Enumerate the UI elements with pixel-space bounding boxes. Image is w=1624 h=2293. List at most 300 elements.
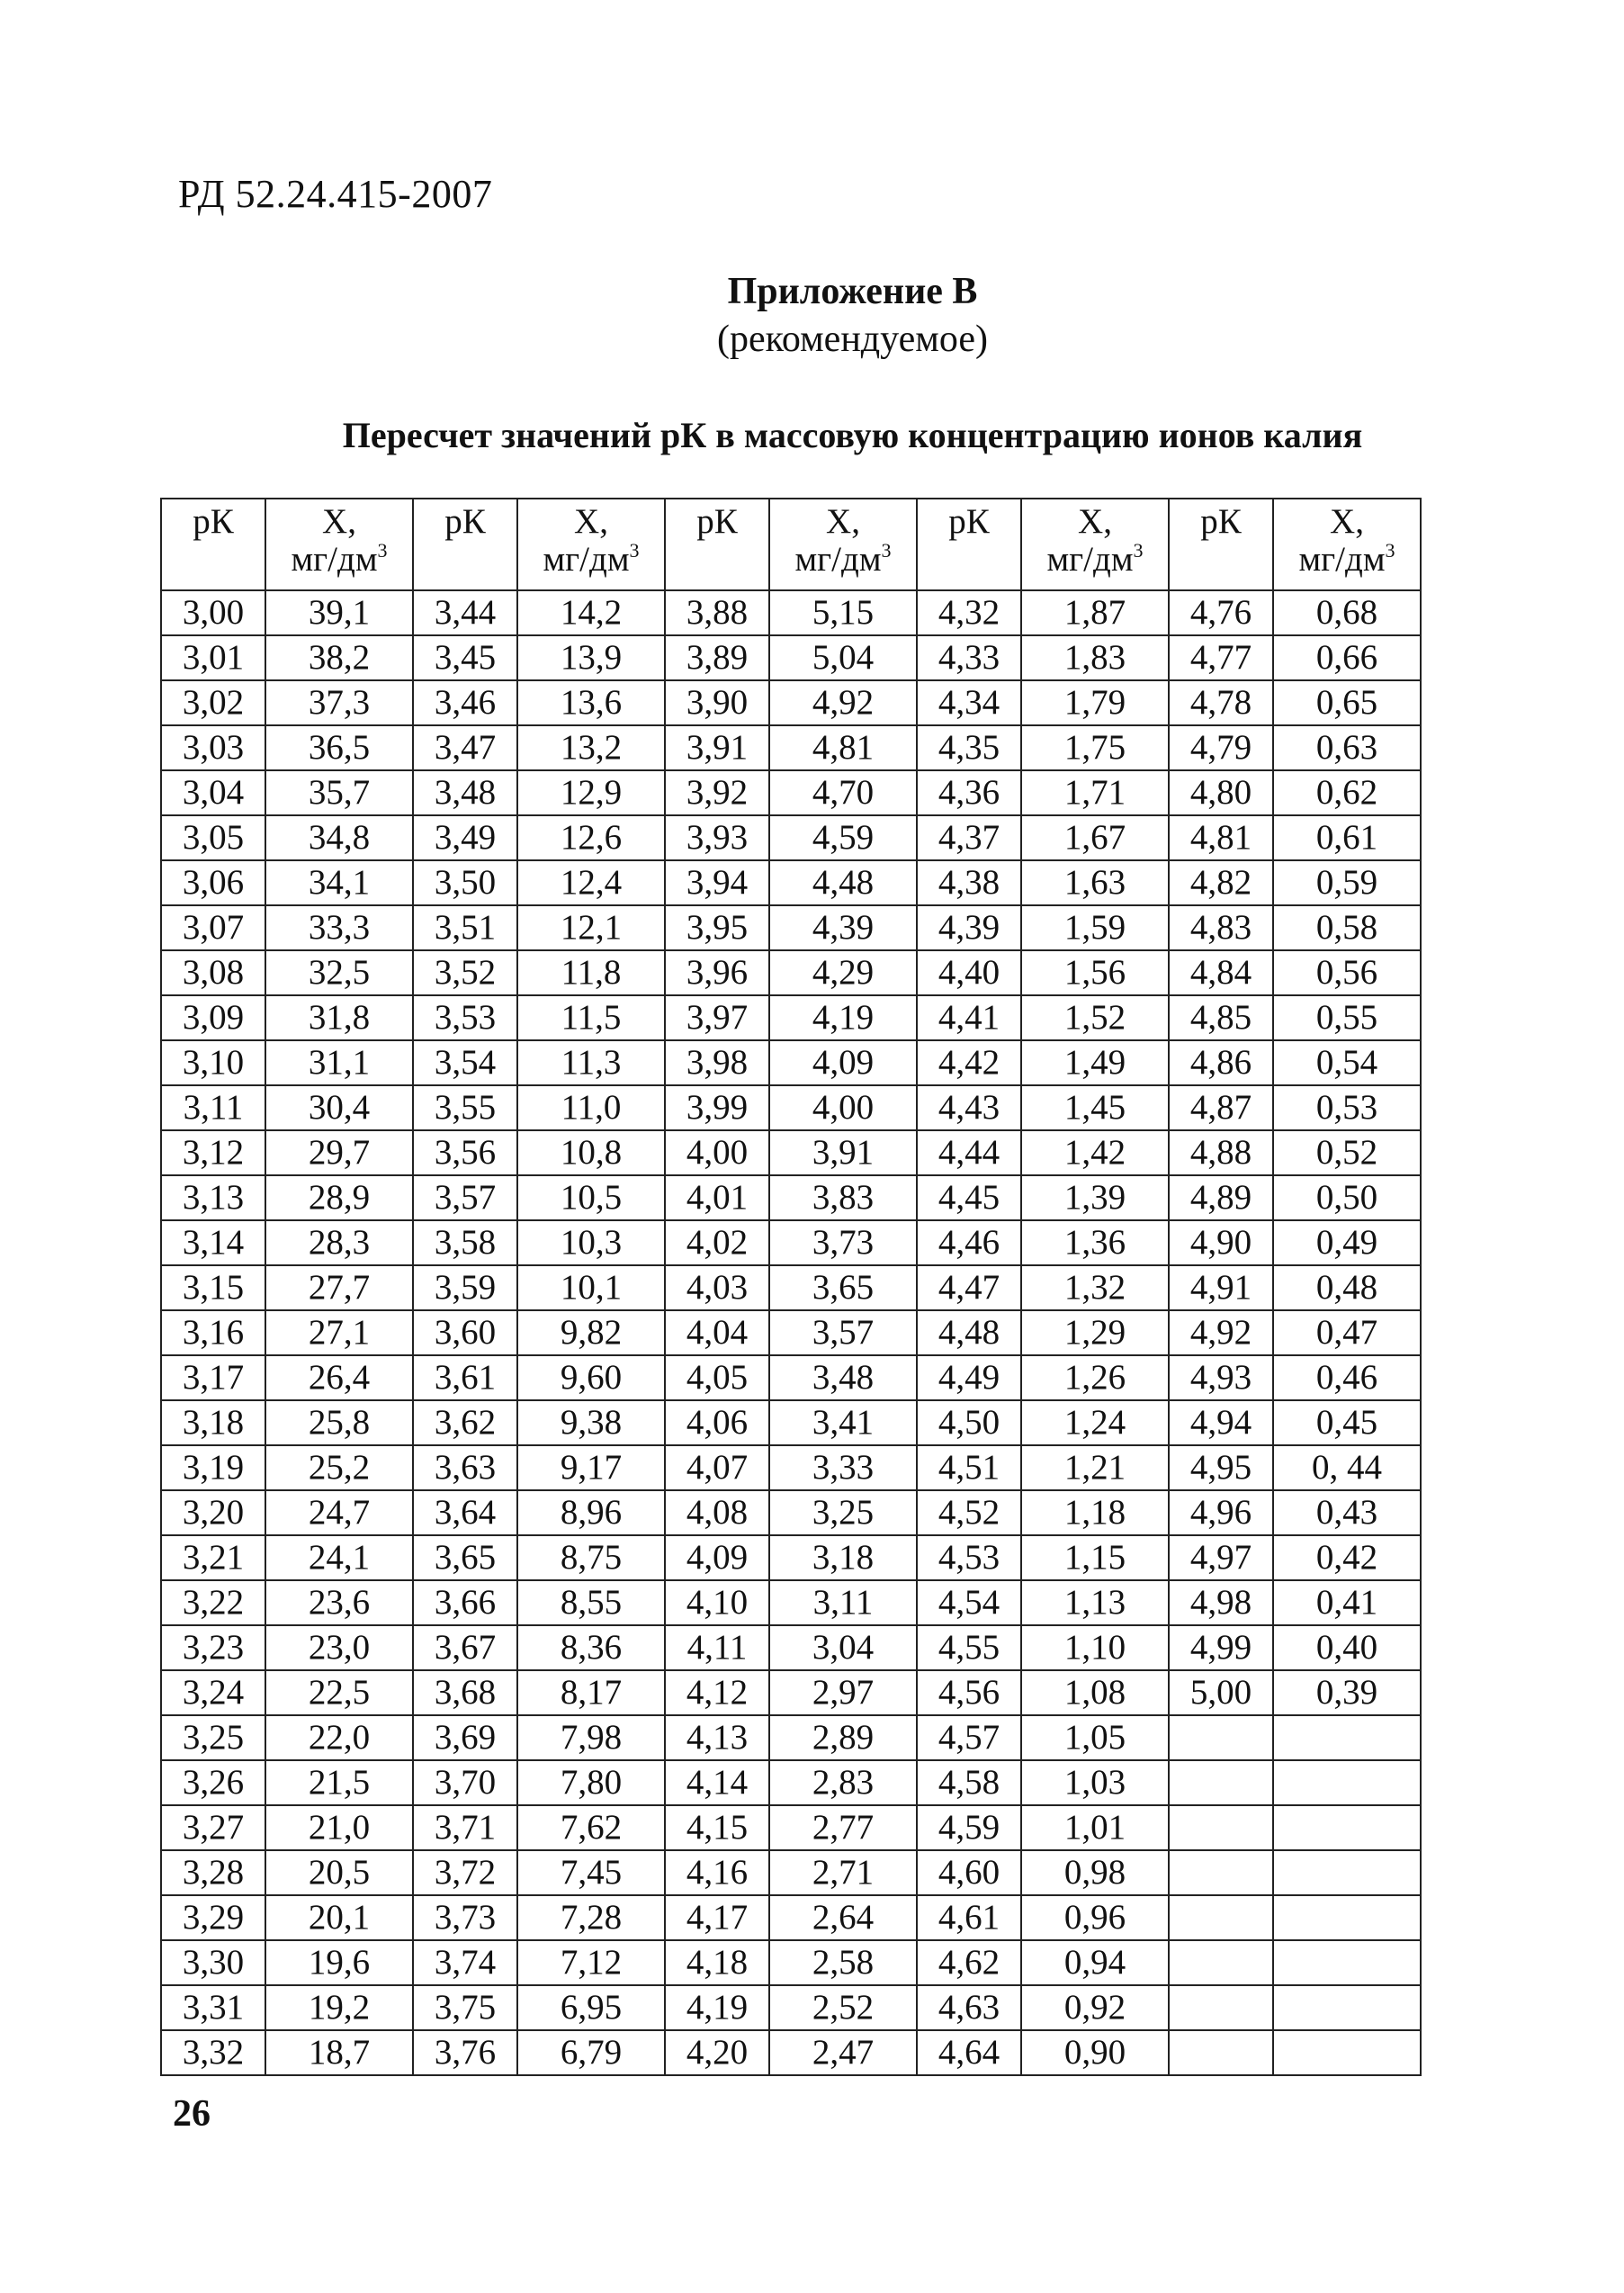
header-x-unit: [1274, 541, 1420, 579]
cell-x: 1,67: [1021, 815, 1169, 860]
cell-x: 12,9: [517, 770, 665, 815]
cell-x: 9,60: [517, 1355, 665, 1400]
cell-pk: 3,16: [161, 1310, 265, 1355]
table-row: [161, 1535, 1421, 1580]
cell-x: 22,5: [265, 1670, 413, 1715]
cell-x: [1273, 1850, 1421, 1895]
cell-x: 1,03: [1021, 1760, 1169, 1805]
cell-pk: 3,04: [161, 770, 265, 815]
cell-x: 1,49: [1021, 1040, 1169, 1085]
cell-pk: 3,21: [161, 1535, 265, 1580]
cell-pk: 4,34: [917, 680, 1021, 725]
cell-pk: 4,03: [665, 1265, 769, 1310]
cell-x: 11,0: [517, 1085, 665, 1130]
cell-pk: 4,12: [665, 1670, 769, 1715]
cell-pk: 3,20: [161, 1490, 265, 1535]
cell-pk: 4,64: [917, 2030, 1021, 2075]
cell-pk: 3,95: [665, 905, 769, 950]
header-x-label: X,: [1330, 502, 1364, 541]
header-x-unit-text: мг/дм: [1298, 540, 1386, 579]
page-number: 26: [173, 2093, 211, 2135]
cell-pk: 3,57: [413, 1175, 517, 1220]
cell-x: 3,48: [769, 1355, 917, 1400]
cell-pk: 3,19: [161, 1445, 265, 1490]
cell-x: [1273, 1805, 1421, 1850]
table-row: [161, 1760, 1421, 1805]
cell-x: 21,0: [265, 1805, 413, 1850]
cell-x: 8,75: [517, 1535, 665, 1580]
cell-pk: 4,92: [1169, 1310, 1273, 1355]
header-x-unit-text: мг/дм: [794, 540, 882, 579]
cell-pk: 3,32: [161, 2030, 265, 2075]
cell-pk: [1169, 1715, 1273, 1760]
cell-pk: 4,49: [917, 1355, 1021, 1400]
cell-x: 36,5: [265, 725, 413, 770]
cell-pk: 3,00: [161, 590, 265, 635]
cell-pk: 3,10: [161, 1040, 265, 1085]
cell-pk: 3,55: [413, 1085, 517, 1130]
cell-pk: 4,00: [665, 1130, 769, 1175]
cell-x: 2,89: [769, 1715, 917, 1760]
cell-pk: 3,65: [413, 1535, 517, 1580]
cell-x: 3,57: [769, 1310, 917, 1355]
cell-x: 0,94: [1021, 1940, 1169, 1985]
cell-pk: 4,40: [917, 950, 1021, 995]
cell-x: 1,83: [1021, 635, 1169, 680]
cell-pk: 3,92: [665, 770, 769, 815]
cell-x: 13,9: [517, 635, 665, 680]
cell-pk: [1169, 1760, 1273, 1805]
cell-pk: 4,48: [917, 1310, 1021, 1355]
cell-x: 5,15: [769, 590, 917, 635]
appendix-heading: [0, 268, 1624, 364]
cell-x: 3,33: [769, 1445, 917, 1490]
cell-pk: 4,06: [665, 1400, 769, 1445]
cell-pk: 4,88: [1169, 1130, 1273, 1175]
table-row: [161, 2030, 1421, 2075]
cell-x: 12,4: [517, 860, 665, 905]
cell-pk: 4,93: [1169, 1355, 1273, 1400]
cell-x: 37,3: [265, 680, 413, 725]
header-x-unit-exponent: 3: [1133, 539, 1144, 562]
cell-pk: 3,25: [161, 1715, 265, 1760]
cell-x: 1,29: [1021, 1310, 1169, 1355]
header-x-label: X,: [1078, 502, 1112, 541]
table-row: [161, 815, 1421, 860]
header-x-unit-exponent: 3: [377, 539, 388, 562]
cell-x: 18,7: [265, 2030, 413, 2075]
cell-x: 1,36: [1021, 1220, 1169, 1265]
cell-x: 8,17: [517, 1670, 665, 1715]
cell-x: 0,43: [1273, 1490, 1421, 1535]
cell-pk: 4,79: [1169, 725, 1273, 770]
cell-pk: 3,18: [161, 1400, 265, 1445]
cell-pk: 3,67: [413, 1625, 517, 1670]
cell-x: 29,7: [265, 1130, 413, 1175]
cell-pk: 3,91: [665, 725, 769, 770]
cell-x: 14,2: [517, 590, 665, 635]
table-row: [161, 1670, 1421, 1715]
cell-pk: 3,47: [413, 725, 517, 770]
cell-x: 4,29: [769, 950, 917, 995]
cell-pk: 3,13: [161, 1175, 265, 1220]
cell-x: 1,71: [1021, 770, 1169, 815]
header-x-unit-text: мг/дм: [1046, 540, 1134, 579]
table-row: [161, 635, 1421, 680]
cell-x: 22,0: [265, 1715, 413, 1760]
cell-x: 13,6: [517, 680, 665, 725]
table-row: [161, 1310, 1421, 1355]
cell-x: 38,2: [265, 635, 413, 680]
table-row: [161, 680, 1421, 725]
cell-x: 3,41: [769, 1400, 917, 1445]
cell-x: 25,2: [265, 1445, 413, 1490]
cell-pk: 3,99: [665, 1085, 769, 1130]
cell-x: 24,1: [265, 1535, 413, 1580]
appendix-title: Приложение В: [727, 271, 978, 312]
cell-x: 0,54: [1273, 1040, 1421, 1085]
cell-x: 0,39: [1273, 1670, 1421, 1715]
cell-x: 3,18: [769, 1535, 917, 1580]
table-body: [161, 590, 1421, 2075]
cell-pk: 4,16: [665, 1850, 769, 1895]
cell-pk: 4,44: [917, 1130, 1021, 1175]
cell-x: 1,24: [1021, 1400, 1169, 1445]
cell-pk: 3,45: [413, 635, 517, 680]
cell-x: 34,8: [265, 815, 413, 860]
table-row: [161, 1445, 1421, 1490]
cell-x: 27,1: [265, 1310, 413, 1355]
cell-pk: 4,84: [1169, 950, 1273, 995]
table-row: [161, 725, 1421, 770]
cell-x: 19,6: [265, 1940, 413, 1985]
cell-x: 8,36: [517, 1625, 665, 1670]
cell-x: 28,9: [265, 1175, 413, 1220]
cell-x: 1,52: [1021, 995, 1169, 1040]
cell-x: [1273, 1940, 1421, 1985]
cell-pk: 3,23: [161, 1625, 265, 1670]
table-row: [161, 1175, 1421, 1220]
cell-pk: 3,17: [161, 1355, 265, 1400]
table-row: [161, 1580, 1421, 1625]
header-pk: рК: [413, 499, 517, 590]
cell-pk: 3,26: [161, 1760, 265, 1805]
cell-pk: 4,07: [665, 1445, 769, 1490]
cell-pk: 4,99: [1169, 1625, 1273, 1670]
cell-x: 7,62: [517, 1805, 665, 1850]
cell-x: 1,08: [1021, 1670, 1169, 1715]
cell-x: 1,87: [1021, 590, 1169, 635]
cell-pk: 4,08: [665, 1490, 769, 1535]
cell-x: 0,50: [1273, 1175, 1421, 1220]
cell-pk: 4,59: [917, 1805, 1021, 1850]
cell-pk: 3,94: [665, 860, 769, 905]
cell-x: 27,7: [265, 1265, 413, 1310]
cell-x: [1273, 1895, 1421, 1940]
cell-x: 2,52: [769, 1985, 917, 2030]
cell-pk: 3,28: [161, 1850, 265, 1895]
table-row: [161, 1985, 1421, 2030]
cell-x: 9,17: [517, 1445, 665, 1490]
cell-x: 12,6: [517, 815, 665, 860]
cell-x: 2,83: [769, 1760, 917, 1805]
cell-x: 31,8: [265, 995, 413, 1040]
cell-pk: 3,51: [413, 905, 517, 950]
cell-x: 11,5: [517, 995, 665, 1040]
cell-pk: [1169, 2030, 1273, 2075]
cell-x: 9,82: [517, 1310, 665, 1355]
cell-pk: 3,75: [413, 1985, 517, 2030]
cell-x: 0,52: [1273, 1130, 1421, 1175]
cell-x: 8,55: [517, 1580, 665, 1625]
header-x-unit-exponent: 3: [1385, 539, 1395, 562]
cell-x: 32,5: [265, 950, 413, 995]
cell-pk: 3,89: [665, 635, 769, 680]
cell-pk: 4,55: [917, 1625, 1021, 1670]
cell-x: 5,04: [769, 635, 917, 680]
cell-pk: 4,94: [1169, 1400, 1273, 1445]
cell-pk: 3,22: [161, 1580, 265, 1625]
cell-pk: 4,61: [917, 1895, 1021, 1940]
header-x-concentration: [1021, 499, 1169, 590]
cell-x: 4,70: [769, 770, 917, 815]
cell-pk: 3,46: [413, 680, 517, 725]
cell-pk: 3,44: [413, 590, 517, 635]
cell-pk: 4,54: [917, 1580, 1021, 1625]
cell-x: 4,48: [769, 860, 917, 905]
header-pk: рК: [665, 499, 769, 590]
cell-pk: 3,02: [161, 680, 265, 725]
table-row: [161, 1130, 1421, 1175]
cell-pk: 3,76: [413, 2030, 517, 2075]
cell-x: 20,1: [265, 1895, 413, 1940]
cell-pk: [1169, 1805, 1273, 1850]
cell-pk: 3,11: [161, 1085, 265, 1130]
table-row: [161, 1040, 1421, 1085]
cell-pk: 4,50: [917, 1400, 1021, 1445]
table-row: [161, 1265, 1421, 1310]
cell-pk: 3,06: [161, 860, 265, 905]
cell-x: 1,15: [1021, 1535, 1169, 1580]
cell-pk: 3,66: [413, 1580, 517, 1625]
cell-x: 0,56: [1273, 950, 1421, 995]
cell-x: 0,63: [1273, 725, 1421, 770]
appendix-subtitle: (рекомендуемое): [717, 319, 988, 360]
cell-x: 0,68: [1273, 590, 1421, 635]
cell-x: 7,98: [517, 1715, 665, 1760]
cell-pk: 3,96: [665, 950, 769, 995]
table-title: Пересчет значений рК в массовую концентрацию ионов калия: [342, 415, 1363, 455]
cell-x: 35,7: [265, 770, 413, 815]
cell-x: 6,79: [517, 2030, 665, 2075]
cell-pk: 4,13: [665, 1715, 769, 1760]
cell-x: 1,32: [1021, 1265, 1169, 1310]
cell-x: 3,11: [769, 1580, 917, 1625]
cell-x: 23,0: [265, 1625, 413, 1670]
cell-pk: 3,58: [413, 1220, 517, 1265]
cell-pk: 4,81: [1169, 815, 1273, 860]
header-x-unit-exponent: 3: [881, 539, 892, 562]
cell-pk: 3,71: [413, 1805, 517, 1850]
cell-x: 4,39: [769, 905, 917, 950]
table-row: [161, 1400, 1421, 1445]
cell-pk: 4,33: [917, 635, 1021, 680]
cell-pk: 4,15: [665, 1805, 769, 1850]
cell-pk: 4,62: [917, 1940, 1021, 1985]
table-row: [161, 770, 1421, 815]
cell-pk: 3,30: [161, 1940, 265, 1985]
cell-pk: 4,20: [665, 2030, 769, 2075]
cell-pk: 4,47: [917, 1265, 1021, 1310]
cell-pk: 3,59: [413, 1265, 517, 1310]
cell-pk: 3,73: [413, 1895, 517, 1940]
cell-x: 6,95: [517, 1985, 665, 2030]
cell-pk: 4,51: [917, 1445, 1021, 1490]
cell-x: 3,91: [769, 1130, 917, 1175]
cell-pk: 4,38: [917, 860, 1021, 905]
cell-pk: 4,42: [917, 1040, 1021, 1085]
cell-x: 10,8: [517, 1130, 665, 1175]
cell-pk: 4,39: [917, 905, 1021, 950]
cell-pk: 4,52: [917, 1490, 1021, 1535]
cell-x: 3,25: [769, 1490, 917, 1535]
cell-pk: 3,56: [413, 1130, 517, 1175]
cell-x: 0,58: [1273, 905, 1421, 950]
cell-x: 3,83: [769, 1175, 917, 1220]
cell-x: 2,64: [769, 1895, 917, 1940]
cell-x: 0,40: [1273, 1625, 1421, 1670]
cell-x: 7,80: [517, 1760, 665, 1805]
cell-pk: 4,09: [665, 1535, 769, 1580]
cell-pk: [1169, 1940, 1273, 1985]
cell-pk: 4,60: [917, 1850, 1021, 1895]
cell-pk: 4,19: [665, 1985, 769, 2030]
cell-pk: 4,98: [1169, 1580, 1273, 1625]
header-x-unit-exponent: 3: [629, 539, 640, 562]
cell-pk: 3,53: [413, 995, 517, 1040]
cell-pk: 4,89: [1169, 1175, 1273, 1220]
cell-x: 13,2: [517, 725, 665, 770]
cell-x: 2,58: [769, 1940, 917, 1985]
table-row: [161, 950, 1421, 995]
cell-pk: 3,68: [413, 1670, 517, 1715]
cell-pk: 3,12: [161, 1130, 265, 1175]
header-pk: рК: [1169, 499, 1273, 590]
cell-x: 0,62: [1273, 770, 1421, 815]
cell-x: 0,53: [1273, 1085, 1421, 1130]
cell-x: 24,7: [265, 1490, 413, 1535]
cell-x: 1,21: [1021, 1445, 1169, 1490]
cell-pk: 4,04: [665, 1310, 769, 1355]
table-header-row: [161, 499, 1421, 590]
cell-x: 2,77: [769, 1805, 917, 1850]
header-x-concentration: [265, 499, 413, 590]
cell-pk: 4,46: [917, 1220, 1021, 1265]
cell-x: 0,65: [1273, 680, 1421, 725]
cell-pk: 3,64: [413, 1490, 517, 1535]
cell-x: 4,81: [769, 725, 917, 770]
cell-pk: 3,15: [161, 1265, 265, 1310]
cell-x: 25,8: [265, 1400, 413, 1445]
cell-pk: 4,01: [665, 1175, 769, 1220]
cell-x: 2,47: [769, 2030, 917, 2075]
cell-x: 4,09: [769, 1040, 917, 1085]
cell-x: 0,98: [1021, 1850, 1169, 1895]
cell-pk: 4,41: [917, 995, 1021, 1040]
cell-pk: 3,05: [161, 815, 265, 860]
cell-pk: 4,18: [665, 1940, 769, 1985]
cell-x: 0,66: [1273, 635, 1421, 680]
cell-x: 1,63: [1021, 860, 1169, 905]
cell-x: 10,3: [517, 1220, 665, 1265]
header-x-label: X,: [826, 502, 860, 541]
header-x-label: X,: [322, 502, 356, 541]
cell-pk: 3,70: [413, 1760, 517, 1805]
cell-x: 4,92: [769, 680, 917, 725]
cell-x: 0, 44: [1273, 1445, 1421, 1490]
cell-pk: 4,32: [917, 590, 1021, 635]
cell-pk: 4,57: [917, 1715, 1021, 1760]
cell-pk: 4,02: [665, 1220, 769, 1265]
cell-pk: 3,52: [413, 950, 517, 995]
table-row: [161, 590, 1421, 635]
cell-pk: 4,82: [1169, 860, 1273, 905]
cell-x: [1273, 2030, 1421, 2075]
header-pk: рК: [917, 499, 1021, 590]
table-row: [161, 1355, 1421, 1400]
cell-pk: 3,07: [161, 905, 265, 950]
cell-pk: [1169, 1850, 1273, 1895]
cell-x: 0,61: [1273, 815, 1421, 860]
cell-pk: 4,95: [1169, 1445, 1273, 1490]
table-row: [161, 1220, 1421, 1265]
header-x-unit: [518, 541, 664, 579]
cell-pk: 3,93: [665, 815, 769, 860]
cell-pk: 3,69: [413, 1715, 517, 1760]
cell-x: 7,45: [517, 1850, 665, 1895]
cell-x: 1,79: [1021, 680, 1169, 725]
cell-x: 3,65: [769, 1265, 917, 1310]
cell-x: 10,1: [517, 1265, 665, 1310]
cell-x: 2,97: [769, 1670, 917, 1715]
table-row: [161, 1715, 1421, 1760]
cell-pk: 4,91: [1169, 1265, 1273, 1310]
header-x-unit-text: мг/дм: [291, 540, 378, 579]
cell-pk: 4,45: [917, 1175, 1021, 1220]
cell-x: 0,55: [1273, 995, 1421, 1040]
cell-x: 1,13: [1021, 1580, 1169, 1625]
cell-x: 1,59: [1021, 905, 1169, 950]
cell-x: 1,01: [1021, 1805, 1169, 1850]
cell-x: 11,3: [517, 1040, 665, 1085]
cell-x: 34,1: [265, 860, 413, 905]
cell-pk: 3,01: [161, 635, 265, 680]
cell-x: 0,49: [1273, 1220, 1421, 1265]
cell-pk: 3,72: [413, 1850, 517, 1895]
cell-x: 4,59: [769, 815, 917, 860]
table-row: [161, 1085, 1421, 1130]
cell-pk: 4,10: [665, 1580, 769, 1625]
cell-x: 1,10: [1021, 1625, 1169, 1670]
cell-pk: 4,90: [1169, 1220, 1273, 1265]
cell-x: 0,96: [1021, 1895, 1169, 1940]
table-row: [161, 860, 1421, 905]
cell-x: 31,1: [265, 1040, 413, 1085]
cell-x: 23,6: [265, 1580, 413, 1625]
cell-x: 1,26: [1021, 1355, 1169, 1400]
cell-pk: [1169, 1895, 1273, 1940]
cell-pk: 4,97: [1169, 1535, 1273, 1580]
